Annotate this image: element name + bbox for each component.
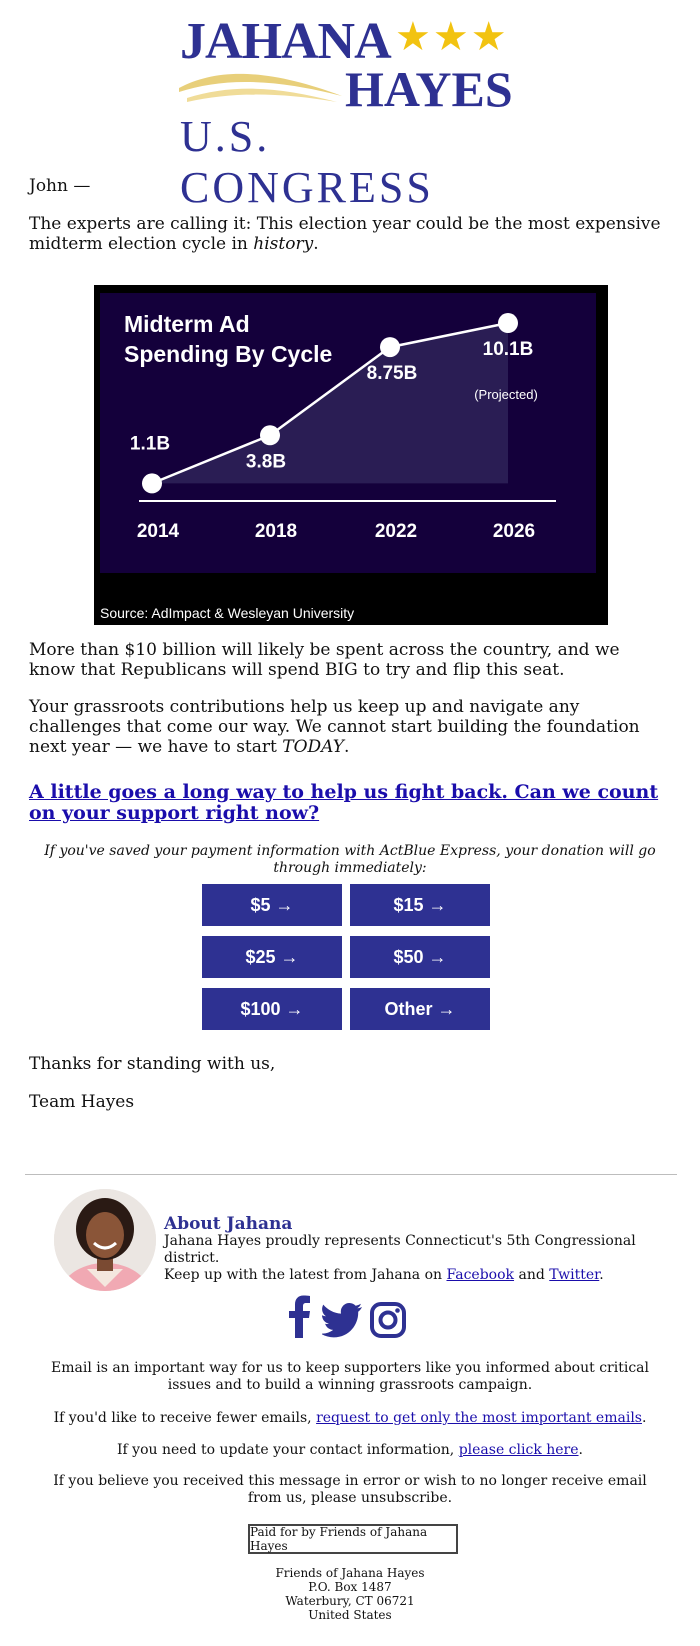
thanks-line: Thanks for standing with us,: [29, 1054, 276, 1074]
chart-tick-label-2014: 2014: [136, 521, 180, 542]
chart-source: Source: AdImpact & Wesleyan University: [100, 605, 355, 621]
chart-data-label-2018: 3.8B: [245, 451, 287, 473]
fewer-emails-line: If you'd like to receive fewer emails, request to get only the most important emails.: [53, 1410, 647, 1426]
donate-other-button[interactable]: Other →: [350, 988, 490, 1030]
campaign-logo: [175, 8, 535, 212]
logo-last-name: HAYES: [345, 61, 513, 117]
footer-divider: [25, 1174, 677, 1175]
avatar: [54, 1189, 156, 1291]
update-info-line: If you need to update your contact information, please click here.: [117, 1442, 583, 1458]
about-text: [164, 1233, 664, 1284]
actblue-express-note: If you've saved your payment information with ActBlue Express, your donation will go through immediately:: [44, 843, 656, 876]
address-line: United States: [308, 1608, 392, 1622]
logo-swoosh-icon: [177, 66, 347, 106]
about-title: About Jahana: [164, 1214, 293, 1234]
chart-tick-label-2022: 2022: [374, 521, 418, 542]
facebook-icon[interactable]: [286, 1294, 312, 1338]
email-importance-note: Email is an important way for us to keep supporters like you informed about critical issues and to build a winning grassroots campaign.: [51, 1360, 649, 1393]
chart-title-line2: Spending By Cycle: [124, 341, 333, 367]
unsubscribe-note[interactable]: If you believe you received this message in error or wish to no longer receive email from us, please unsubscribe.: [53, 1473, 647, 1506]
intro-paragraph: The experts are calling it: This election year could be the most expensive midterm election cycle in history.: [29, 214, 661, 254]
chart-data-label-2014: 1.1B: [129, 433, 171, 455]
greeting: John —: [29, 176, 91, 196]
paid-for-box: Paid for by Friends of Jahana Hayes: [248, 1524, 458, 1554]
address-line: Waterbury, CT 06721: [285, 1594, 415, 1608]
chart-tick-label-2018: 2018: [254, 521, 298, 542]
address-line: P.O. Box 1487: [308, 1580, 392, 1594]
chart-point-2022: [380, 337, 400, 357]
update-info-link[interactable]: please click here: [458, 1442, 579, 1458]
portrait-image: [54, 1189, 156, 1291]
twitter-icon[interactable]: [322, 1298, 362, 1342]
logo-stars: ★★★: [395, 14, 509, 60]
chart-data-label-2026: 10.1B: [482, 339, 534, 361]
facebook-link[interactable]: Facebook: [446, 1267, 515, 1283]
mailing-address: [200, 1566, 500, 1622]
chart-title-line1: Midterm Ad: [124, 311, 250, 337]
paragraph-spending: More than $10 billion will likely be spent across the country, and we know that Republicans will spend BIG to try and flip this seat.: [29, 640, 620, 680]
logo-office: U.S. CONGRESS: [180, 112, 434, 212]
ad-spending-chart: [94, 285, 608, 625]
donate-100-button[interactable]: $100 →: [202, 988, 342, 1030]
paragraph-grassroots: Your grassroots contributions help us keep up and navigate any challenges that come our way. We cannot start building the foundation next year — we have to start TODAY.: [29, 697, 640, 757]
donate-50-button[interactable]: $50 →: [350, 936, 490, 978]
twitter-link[interactable]: Twitter: [549, 1267, 600, 1283]
donate-15-button[interactable]: $15 →: [350, 884, 490, 926]
signature: Team Hayes: [29, 1092, 135, 1112]
about-line2: Keep up with the latest from Jahana on Facebook and Twitter.: [164, 1267, 604, 1283]
address-line: Friends of Jahana Hayes: [275, 1566, 425, 1580]
chart-data-label-2022: 8.75B: [366, 363, 418, 385]
donate-cta-link[interactable]: A little goes a long way to help us fight back. Can we count on your support right now?: [29, 781, 659, 824]
chart-point-2026: [498, 313, 518, 333]
chart-annotation-projected: (Projected): [474, 387, 538, 402]
fewer-emails-link[interactable]: request to get only the most important emails: [316, 1410, 642, 1426]
logo-first-name: JAHANA: [180, 13, 391, 70]
donate-5-button[interactable]: $5 →: [202, 884, 342, 926]
donate-25-button[interactable]: $25 →: [202, 936, 342, 978]
chart-point-2014: [142, 473, 162, 493]
about-line1: Jahana Hayes proudly represents Connecticut's 5th Congressional district.: [164, 1233, 636, 1266]
chart-tick-label-2026: 2026: [492, 521, 536, 542]
chart-point-2018: [260, 425, 280, 445]
chart-canvas: [94, 285, 608, 605]
instagram-icon[interactable]: [370, 1298, 406, 1342]
